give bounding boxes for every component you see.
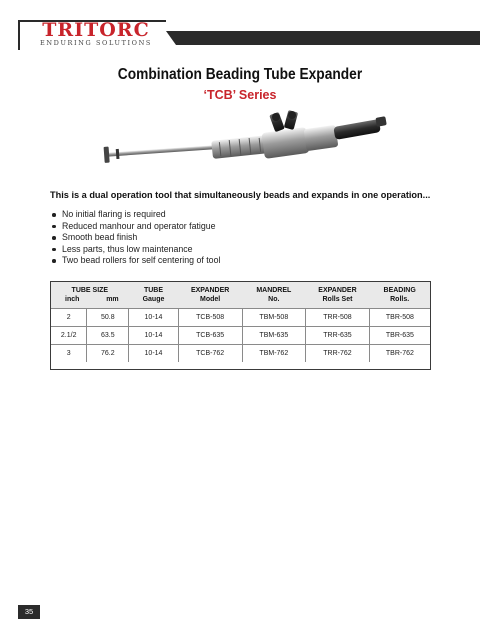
- table-cell: 10-14: [129, 308, 179, 326]
- table-cell: TRR-762: [306, 344, 370, 362]
- header-tube: TUBE: [143, 287, 164, 294]
- table-cell: 2: [51, 308, 87, 326]
- list-item: Less parts, thus low maintenance: [52, 244, 220, 256]
- table-cell: 50.8: [87, 308, 129, 326]
- table-cell: TBM-508: [242, 308, 306, 326]
- header-bar: [166, 31, 480, 45]
- table-cell: 76.2: [87, 344, 129, 362]
- table-cell: TRR-508: [306, 308, 370, 326]
- table-cell: TBM-635: [242, 326, 306, 344]
- table-cell: TBM-762: [242, 344, 306, 362]
- table-cell: 2.1/2: [51, 326, 87, 344]
- table-cell: 10-14: [129, 344, 179, 362]
- subheader-rolls-set: Rolls Set: [322, 296, 353, 304]
- header-expander-rolls: EXPANDER: [318, 287, 357, 294]
- subheader-rolls: Rolls.: [390, 296, 410, 304]
- table-cell: TCB-508: [178, 308, 242, 326]
- header-expander: EXPANDER: [190, 287, 230, 294]
- header-beading: BEADING: [383, 287, 416, 294]
- list-item: No initial flaring is required: [52, 209, 220, 221]
- page-title: Combination Beading Tube Expander: [117, 66, 363, 83]
- table-cell: TBR-635: [369, 326, 430, 344]
- header-mandrel: MANDREL: [256, 287, 292, 294]
- table-cell: TRR-635: [306, 326, 370, 344]
- spec-table: [50, 281, 431, 370]
- brand-logo: TRITORC: [42, 19, 150, 41]
- list-item: Smooth bead finish: [52, 232, 220, 244]
- table-row: [51, 326, 430, 344]
- table-cell: 10-14: [129, 326, 179, 344]
- subheader-gauge: Gauge: [142, 296, 165, 304]
- table-cell: 63.5: [87, 326, 129, 344]
- brand-tagline: ENDURING SOLUTIONS: [40, 39, 152, 47]
- feature-list: [52, 209, 220, 267]
- tube-expander-image: [100, 105, 390, 180]
- table-cell: TBR-508: [369, 308, 430, 326]
- table-cell: TCB-635: [178, 326, 242, 344]
- list-item: Two bead rollers for self centering of tool: [52, 255, 220, 267]
- table-cell: 3: [51, 344, 87, 362]
- subheader-inch: inch: [65, 296, 80, 304]
- header-tube-size: TUBE SIZE: [71, 287, 109, 294]
- table-cell: TBR-762: [369, 344, 430, 362]
- page-header: [0, 0, 480, 60]
- table-cell: TCB-762: [178, 344, 242, 362]
- list-item: Reduced manhour and operator fatigue: [52, 221, 220, 233]
- table-row: [51, 344, 430, 362]
- subheader-model: Model: [200, 296, 221, 304]
- series-subtitle: ‘TCB’ Series: [203, 88, 277, 102]
- intro-text: This is a dual operation tool that simultaneously beads and expands in one operation...: [50, 190, 431, 200]
- page-number: 35: [18, 605, 40, 619]
- subheader-no: No.: [268, 296, 280, 304]
- table-row: [51, 308, 430, 326]
- subheader-mm: mm: [106, 296, 119, 304]
